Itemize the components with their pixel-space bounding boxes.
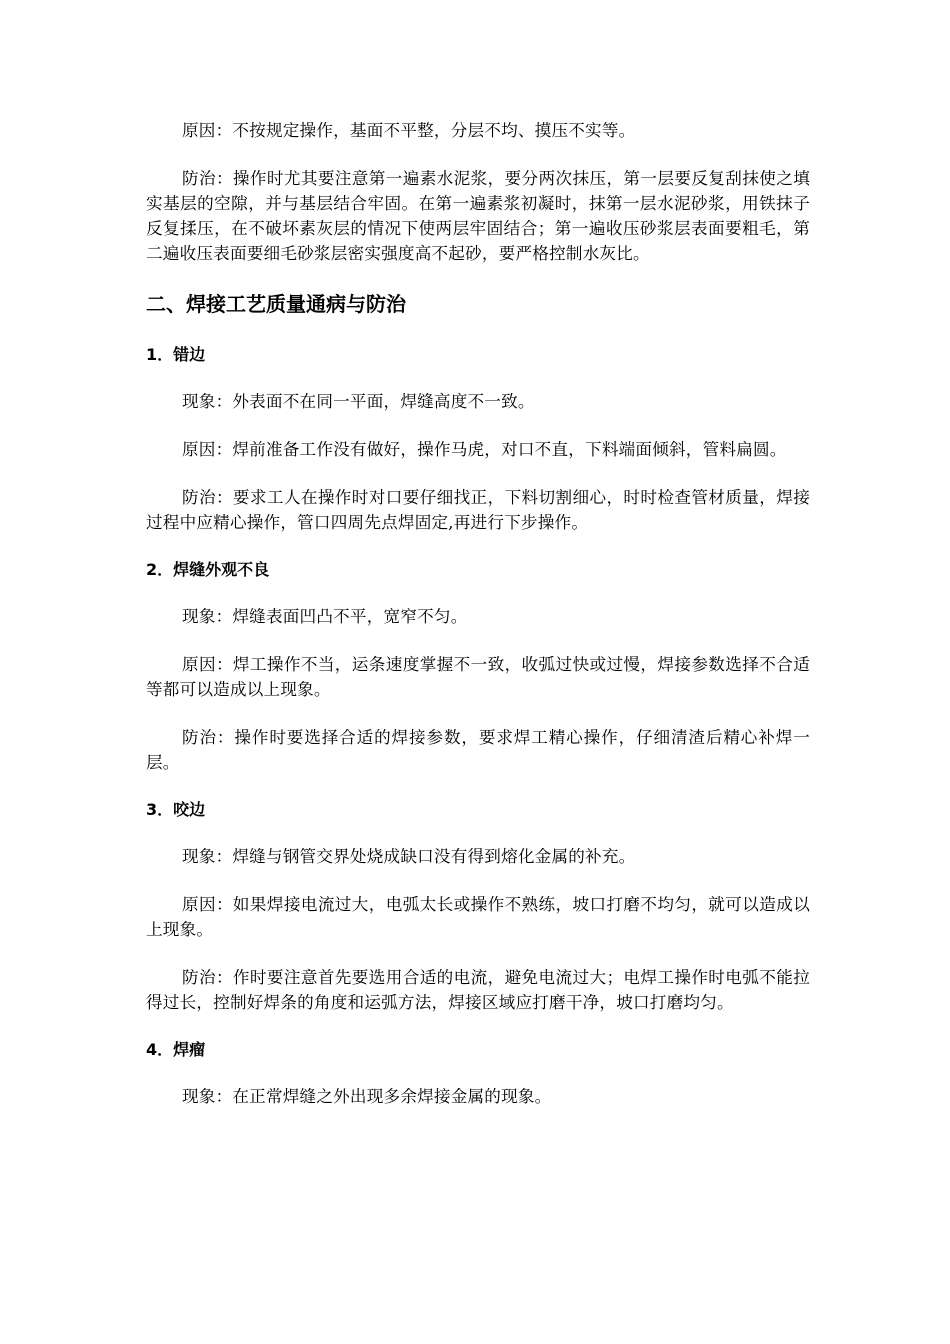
item-phenomenon-paragraph: 现象：焊缝与钢管交界处烧成缺口没有得到熔化金属的补充。	[182, 847, 636, 866]
item-prevention-paragraph: 防治：操作时要选择合适的焊接参数，要求焊工精心操作，仔细清渣后精心补焊一层。	[146, 728, 810, 772]
item-heading-poor-appearance: 2．焊缝外观不良	[146, 560, 270, 579]
document-body	[146, 118, 810, 1132]
item-cause-paragraph: 原因：焊工操作不当，运条速度掌握不一致，收弧过快或过慢，焊接参数选择不合适等都可以造成以上现象。	[146, 655, 810, 699]
item-prevention-paragraph: 防治：作时要注意首先要选用合适的电流，避免电流过大；电焊工操作时电弧不能拉得过长，控制好焊条的角度和运弧方法，焊接区域应打磨干净，坡口打磨均匀。	[146, 968, 810, 1012]
item-cause-paragraph: 原因：焊前准备工作没有做好，操作马虎，对口不直，下料端面倾斜，管料扁圆。	[182, 440, 787, 459]
item-heading-undercut: 3．咬边	[146, 800, 206, 819]
item-phenomenon-paragraph: 现象：外表面不在同一平面，焊缝高度不一致。	[182, 392, 535, 411]
item-phenomenon-paragraph: 现象：焊缝表面凹凸不平，宽窄不匀。	[182, 607, 468, 626]
intro-cause-paragraph: 原因：不按规定操作，基面不平整，分层不均、摸压不实等。	[182, 121, 636, 140]
section-title: 二、焊接工艺质量通病与防治	[146, 292, 406, 316]
item-cause-paragraph: 原因：如果焊接电流过大，电弧太长或操作不熟练，坡口打磨不均匀，就可以造成以上现象。	[146, 895, 810, 939]
item-heading-overlap: 4．焊瘤	[146, 1040, 206, 1059]
item-heading-misalignment: 1．错边	[146, 345, 206, 364]
item-prevention-paragraph: 防治：要求工人在操作时对口要仔细找正，下料切割细心，时时检查管材质量，焊接过程中应精心操作，管口四周先点焊固定,再进行下步操作。	[146, 488, 810, 532]
item-phenomenon-paragraph: 现象：在正常焊缝之外出现多余焊接金属的现象。	[182, 1087, 552, 1106]
intro-prevention-paragraph: 防治：操作时尤其要注意第一遍素水泥浆，要分两次抹压，第一层要反复刮抹使之填实基层的空隙，并与基层结合牢固。在第一遍素浆初凝时，抹第一层水泥砂浆，用铁抹子反复揉压，在不破坏素灰层的情况下使两层牢固结合；第一遍收压砂浆层表面要粗毛，第二遍收压表面要细毛砂浆层密实强度高不起砂，要严格控制水灰比。	[146, 169, 810, 263]
